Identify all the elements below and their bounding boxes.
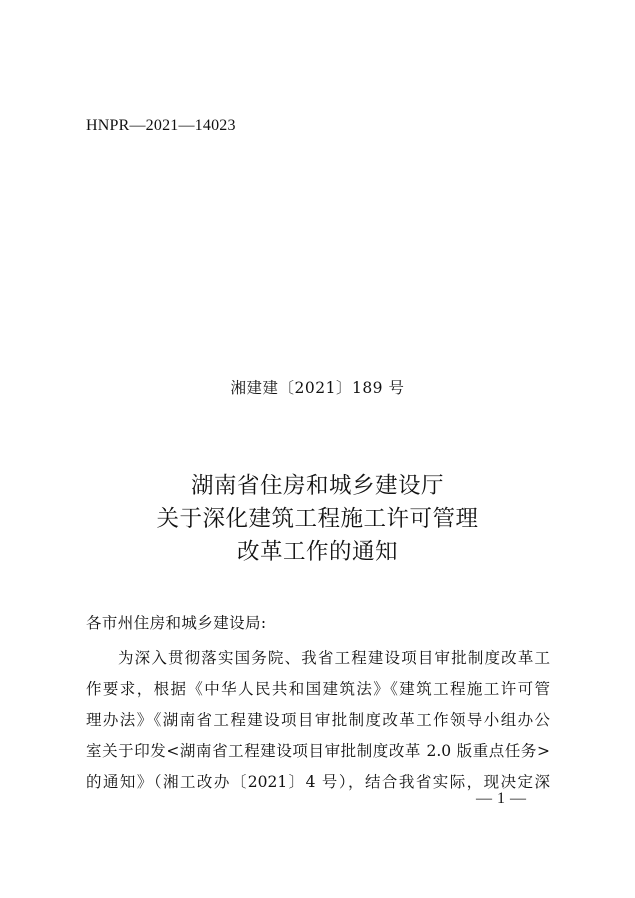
title-line-2: 关于深化建筑工程施工许可管理 <box>156 506 479 532</box>
body-line-5: 的通知》（湘工改办〔2021〕4 号），结合我省实际，现决定深 <box>86 773 550 791</box>
title-line-3: 改革工作的通知 <box>236 539 398 565</box>
body-line-3: 理办法》《湖南省工程建设项目审批制度改革工作领导小组办公 <box>86 711 550 729</box>
document-code: HNPR—2021—14023 <box>86 117 236 134</box>
body-line-4: 室关于印发<湖南省工程建设项目审批制度改革 2.0 版重点任务> <box>86 742 550 760</box>
document-number: 湘建建〔2021〕189 号 <box>230 379 405 397</box>
page-number: — 1 — <box>476 790 527 807</box>
body-paragraph <box>86 643 550 798</box>
body-line-1: 为深入贯彻落实国务院、我省工程建设项目审批制度改革工 <box>118 649 550 667</box>
document-title <box>0 470 635 569</box>
title-line-1: 湖南省住房和城乡建设厅 <box>190 473 444 499</box>
body-line-2: 作要求，根据《中华人民共和国建筑法》《建筑工程施工许可管 <box>86 680 550 698</box>
recipient-line: 各市州住房和城乡建设局: <box>86 614 267 632</box>
